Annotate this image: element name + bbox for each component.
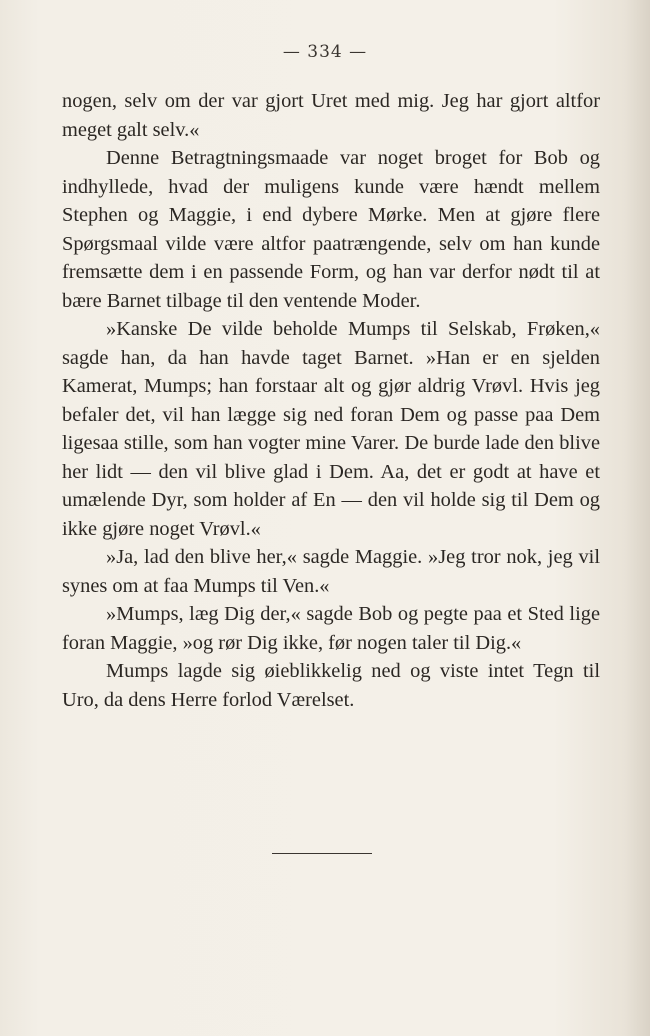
end-divider: [272, 853, 372, 854]
paragraph-3: »Kanske De vilde beholde Mumps til Selskab, Frøken,« sagde han, da han havde taget Barnet. »Han er en sjelden Kamerat, Mumps; han forstaar alt og gjør aldrig Vrøvl. Hvis jeg befaler det, vil han lægge sig ned foran Dem og passe paa Dem ligesaa stille, som han vogter mine Varer. De burde lade den blive her lidt — den vil blive glad i Dem. Aa, det er godt at have et umælende Dyr, som holder af En — den vil holde sig til Dem og ikke gjøre noget Vrøvl.«: [62, 318, 600, 540]
paragraph-1: nogen, selv om der var gjort Uret med mig. Jeg har gjort altfor meget galt selv.«: [62, 90, 600, 141]
paragraph-6: Mumps lagde sig øieblikkelig ned og viste intet Tegn til Uro, da dens Herre forlod Værelset.: [62, 660, 600, 711]
paragraph-5: »Mumps, læg Dig der,« sagde Bob og pegte paa et Sted lige foran Maggie, »og rør Dig ikke, før nogen taler til Dig.«: [62, 603, 600, 654]
paragraph-4: »Ja, lad den blive her,« sagde Maggie. »Jeg tror nok, jeg vil synes om at faa Mumps til Ven.«: [62, 546, 600, 597]
page-number: — 334 —: [282, 42, 368, 62]
body-text: [62, 87, 600, 714]
paragraph-2: Denne Betragtningsmaade var noget broget for Bob og indhyllede, hvad der muligens kunde være hændt mellem Stephen og Maggie, i end dybere Mørke. Men at gjøre flere Spørgsmaal vilde være altfor paatrængende, selv om han kunde fremsætte dem i en passende Form, og han var derfor nødt til at bære Barnet tilbage til den ventende Moder.: [62, 147, 600, 312]
